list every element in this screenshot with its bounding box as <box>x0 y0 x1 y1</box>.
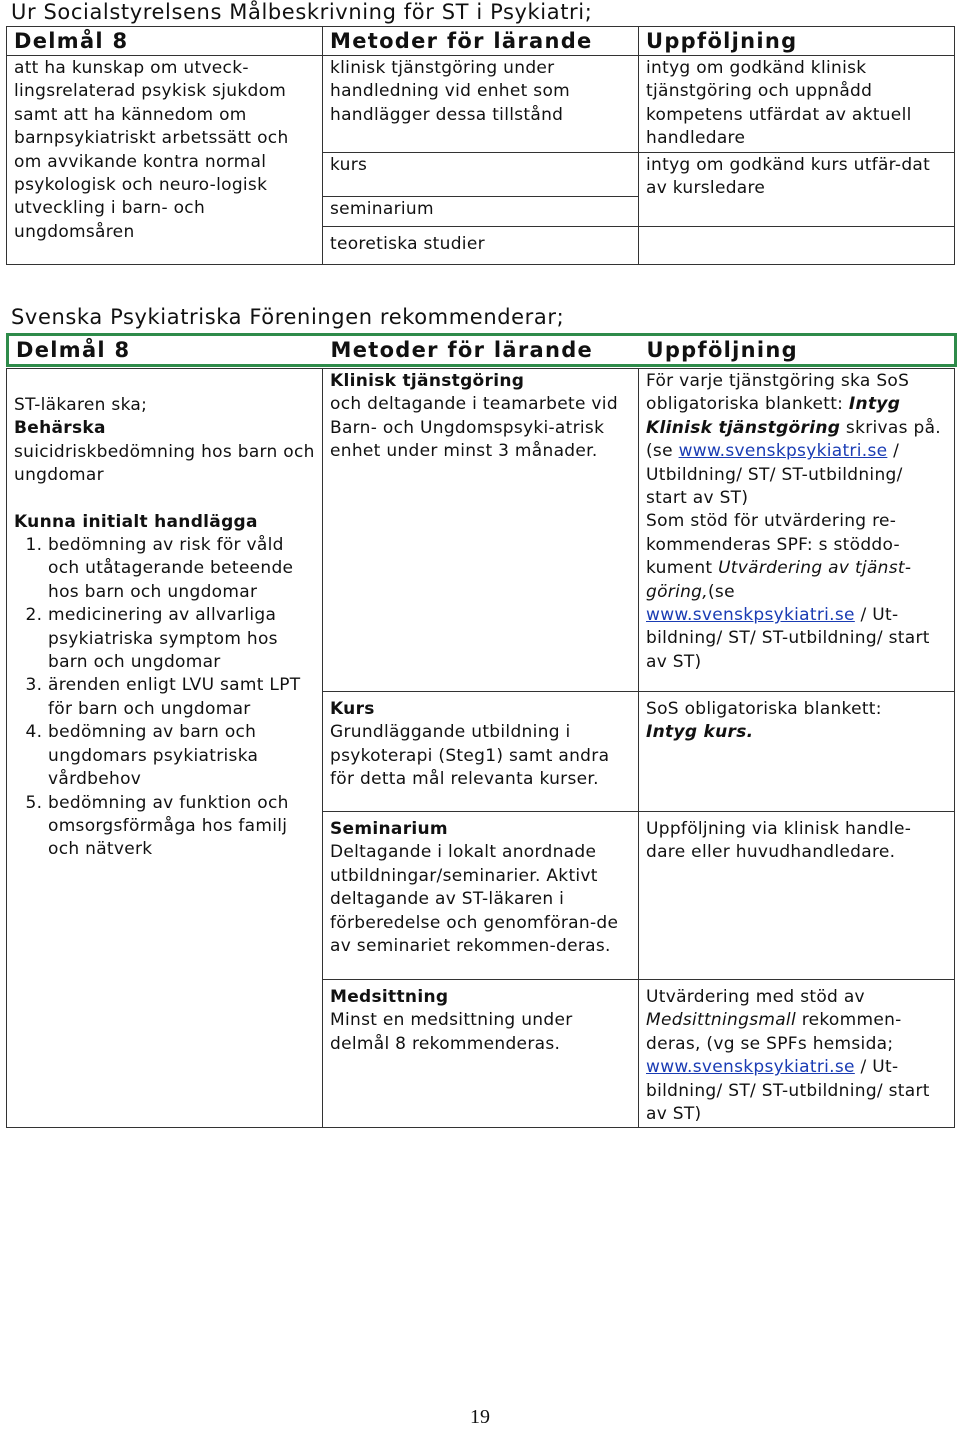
header-delmal: Delmål 8 <box>7 27 323 56</box>
header-uppfoljning: Uppföljning <box>640 335 956 366</box>
followup-text: rekommen-deras, (vg se SPFs hemsida; <box>646 1010 902 1054</box>
method-medsittning <box>323 980 639 1128</box>
method-text: och deltagande i teamarbete vid Barn- och Ungdomspsyki-atrisk enhet under minst 3 månader. <box>330 394 618 462</box>
table-spf <box>6 368 955 1128</box>
goal-cell: att ha kunskap om utveck-lingsrelaterad psykisk sjukdom samt att ha kännedom om barnpsykiatriskt arbetssätt och om avvikande kontra normal psykologisk och neuro-logisk utveckling i barn- och ungdomsåren <box>7 56 323 265</box>
followup-text: (se <box>707 581 735 602</box>
link-svenskpsykiatri[interactable]: www.svenskpsykiatri.se <box>678 441 888 462</box>
followup-seminarium: Uppföljning via klinisk handle-dare eller huvudhandledare. <box>639 812 955 980</box>
method-heading: Seminarium <box>330 819 448 839</box>
goal-heading-kunna: Kunna initialt handlägga <box>14 511 258 532</box>
method-text: Grundläggande utbildning i psykoterapi (Steg1) samt andra för detta mål relevanta kurser. <box>330 722 610 790</box>
followup-cell: intyg om godkänd klinisk tjänstgöring och uppnådd kompetens utfärdat av aktuell handledare <box>639 56 955 153</box>
goal-list <box>14 534 315 862</box>
header-delmal: Delmål 8 <box>8 335 324 366</box>
goal-intro: ST-läkaren ska; <box>14 395 148 415</box>
link-svenskpsykiatri[interactable]: www.svenskpsykiatri.se <box>646 605 855 626</box>
table-header-row <box>7 27 955 56</box>
header-metoder: Metoder för lärande <box>324 335 640 366</box>
followup-emphasis: Medsittningsmall <box>646 1010 796 1031</box>
list-item: 5. bedömning av funktion och omsorgsförmåga hos familj och nätverk <box>48 792 315 862</box>
method-text: Deltagande i lokalt anordnade utbildningar/seminarier. Aktivt deltagande av ST-läkaren i förberedelse och genomföran-de av seminariet rekommen-deras. <box>330 842 619 957</box>
goal-heading-beharska: Behärska <box>14 418 106 439</box>
followup-emphasis: Intyg Klinisk tjänstgöring <box>646 394 901 438</box>
followup-text: skrivas på. <box>840 417 941 438</box>
table-row <box>7 56 955 153</box>
section-title-spf: Svenska Psykiatriska Föreningen rekommenderar; <box>11 305 565 329</box>
followup-text: (se <box>646 441 679 462</box>
followup-medsittning <box>639 980 955 1128</box>
method-text: Minst en medsittning under delmål 8 rekommenderas. <box>330 1010 573 1054</box>
method-heading: Kurs <box>330 699 375 719</box>
page-number: 19 <box>470 1406 490 1428</box>
method-cell: teoretiska studier <box>323 226 639 264</box>
section-title-socialstyrelsen: Ur Socialstyrelsens Målbeskrivning för ST i Psykiatri; <box>11 0 593 24</box>
list-item: 3. ärenden enligt LVU samt LPT för barn och ungdomar <box>48 674 315 721</box>
method-klinisk <box>323 369 639 692</box>
link-svenskpsykiatri[interactable]: www.svenskpsykiatri.se <box>646 1057 855 1078</box>
followup-kurs <box>639 692 955 812</box>
method-cell: kurs <box>323 152 639 196</box>
followup-text: Som stöd för utvärdering re-kommenderas SPF: s stöddo-kument <box>646 511 900 579</box>
method-heading: Medsittning <box>330 987 449 1007</box>
header-uppfoljning: Uppföljning <box>639 27 955 56</box>
followup-cell: intyg om godkänd kurs utfär-dat av kursledare <box>639 152 955 226</box>
list-item: 4. bedömning av barn och ungdomars psykiatriska vårdbehov <box>48 721 315 791</box>
followup-text: / Ut-bildning/ ST/ ST-utbildning/ start av ST) <box>646 605 930 672</box>
goal-cell <box>7 369 323 1128</box>
list-item: 2. medicinering av allvarliga psykiatriska symptom hos barn och ungdomar <box>48 604 315 674</box>
followup-cell <box>639 226 955 264</box>
followup-text: För varje tjänstgöring ska SoS obligatoriska blankett: <box>646 371 910 415</box>
table-spf-header <box>6 333 957 367</box>
followup-text: / Utbildning/ ST/ ST-utbildning/ start av ST) <box>646 441 903 509</box>
followup-emphasis: Utvärdering av tjänst-göring, <box>646 558 912 602</box>
followup-emphasis: Intyg kurs. <box>646 722 754 743</box>
table-header-row <box>8 335 956 366</box>
goal-text: suicidriskbedömning hos barn och ungdomar <box>14 441 315 486</box>
followup-text: Utvärdering med stöd av <box>646 987 865 1007</box>
followup-text: / Ut-bildning/ ST/ ST-utbildning/ start av ST) <box>646 1057 930 1125</box>
method-heading: Klinisk tjänstgöring <box>330 371 525 391</box>
table-socialstyrelsen <box>6 26 955 265</box>
list-item: 1. bedömning av risk för våld och utåtagerande beteende hos barn och ungdomar <box>48 534 315 604</box>
header-metoder: Metoder för lärande <box>323 27 639 56</box>
method-cell: klinisk tjänstgöring under handledning vid enhet som handlägger dessa tillstånd <box>323 56 639 153</box>
table-row-klinisk <box>7 369 955 692</box>
method-kurs <box>323 692 639 812</box>
followup-text: SoS obligatoriska blankett: <box>646 699 882 719</box>
method-seminarium <box>323 812 639 980</box>
followup-klinisk <box>639 369 955 692</box>
method-cell: seminarium <box>323 196 639 226</box>
